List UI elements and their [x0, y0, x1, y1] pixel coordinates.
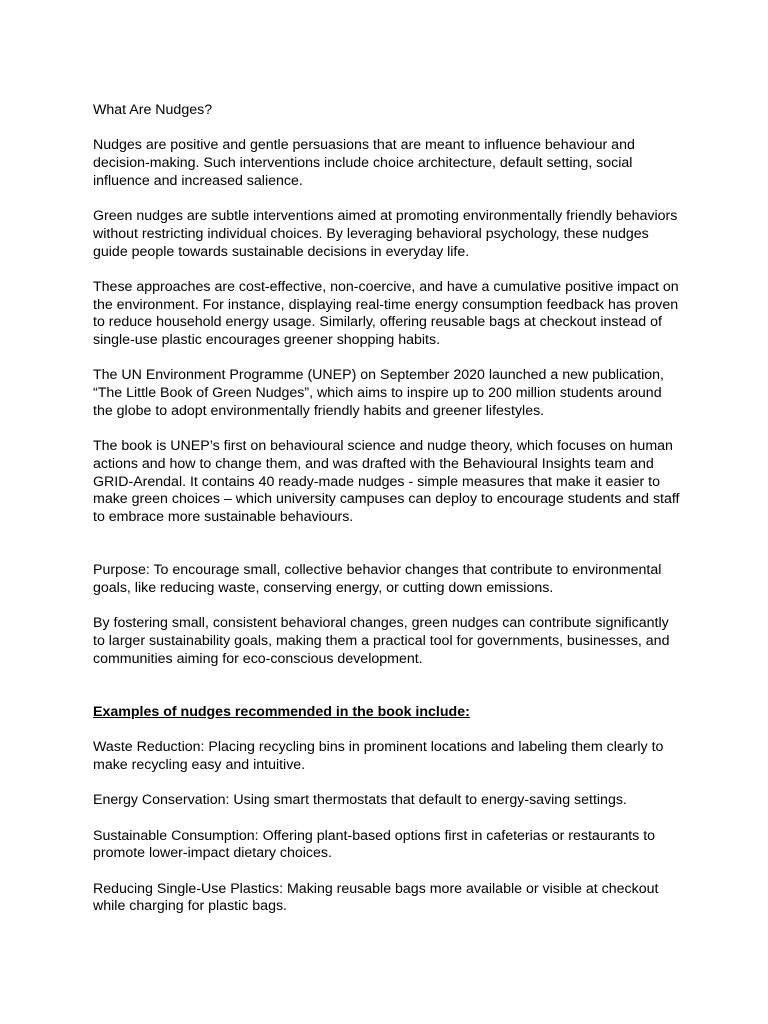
- paragraph-unep-publication: The UN Environment Programme (UNEP) on September 2020 launched a new publication, “The Little Book of Green Nudges”, which aims to inspire up to 200 million students around the globe to adopt environmentally friendly habits and greener lifestyles.: [93, 367, 664, 419]
- document-title: What Are Nudges?: [93, 102, 213, 118]
- example-single-use-plastics: Reducing Single-Use Plastics: Making reusable bags more available or visible at checkout while charging for plastic bags.: [93, 880, 659, 915]
- example-sustainable-consumption: Sustainable Consumption: Offering plant-based options first in cafeterias or restaurants to promote lower-impact dietary choices.: [93, 827, 656, 862]
- paragraph-green-nudges: Green nudges are subtle interventions aimed at promoting environmentally friendly behaviors without restricting individual choices. By leveraging behavioral psychology, these nudges guide people towards sustainable decisions in everyday life.: [93, 208, 678, 260]
- example-energy-conservation: Energy Conservation: Using smart thermostats that default to energy-saving settings.: [93, 792, 627, 809]
- document-page: [93, 102, 683, 934]
- example-waste-reduction: Waste Reduction: Placing recycling bins in prominent locations and labeling them clearly to make recycling easy and intuitive.: [93, 739, 664, 773]
- examples-heading: Examples of nudges recommended in the book include:: [93, 703, 470, 720]
- paragraph-nudges-definition: Nudges are positive and gentle persuasions that are meant to influence behaviour and decision-making. Such interventions include choice architecture, default setting, social influence and increased salience.: [93, 137, 635, 189]
- paragraph-purpose: Purpose: To encourage small, collective behavior changes that contribute to environmental goals, like reducing waste, conserving energy, or cutting down emissions.: [93, 562, 662, 596]
- paragraph-fostering: By fostering small, consistent behavioral changes, green nudges can contribute significantly to larger sustainability goals, making them a practical tool for governments, businesses, and communities aiming for eco-conscious development.: [93, 615, 670, 667]
- paragraph-book-details: The book is UNEP’s first on behavioural science and nudge theory, which focuses on human actions and how to change them, and was drafted with the Behavioural Insights team and GRID-Arendal. It contains 40 ready-made nudges - simple measures that make it easier to make green choices – which university campuses can deploy to encourage students and staff to embrace more sustainable behaviours.: [93, 438, 680, 526]
- paragraph-approaches: These approaches are cost-effective, non-coercive, and have a cumulative positive impact on the environment. For instance, displaying real-time energy consumption feedback has proven to reduce household energy usage. Similarly, offering reusable bags at checkout instead of single-use plastic encourages greener shopping habits.: [93, 278, 679, 349]
